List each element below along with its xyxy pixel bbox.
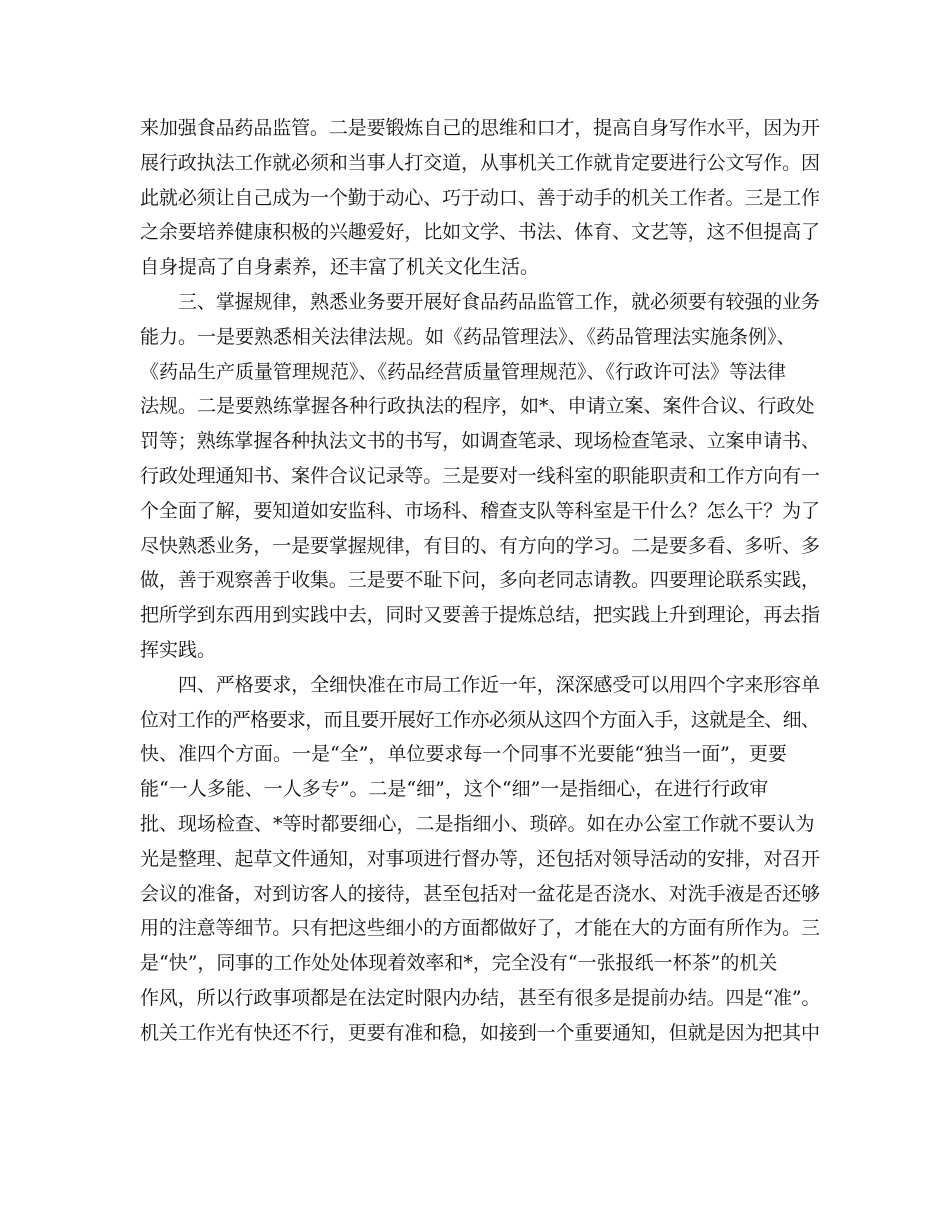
text-line: 用的注意等细节。只有把这些细小的方面都做好了，才能在大的方面有所作为。三 [140,917,820,940]
text-line: 做，善于观察善于收集。三是要不耻下问，多向老同志请教。四要理论联系实践， [140,569,820,592]
text-line: 挥实践。 [140,638,217,661]
text-line: 行政处理通知书、案件合议记录等。三是要对一线科室的职能职责和工作方向有一 [140,464,820,487]
text-line: 来加强食品药品监管。二是要锻炼自己的思维和口才，提高自身写作水平，因为开 [140,117,820,139]
text-line: 快、准四个方面。一是“全”，单位要求每一个同事不光要能“独当一面”，更要 [140,743,787,766]
text-line: 尽快熟悉业务，一是要掌握规律，有目的、有方向的学习。二是要多看、多听、多 [140,534,820,557]
text-line: 之余要培养健康积极的兴趣爱好，比如文学、书法、体育、文艺等，这不但提高了 [140,221,820,244]
text-line: 能力。一是要熟悉相关法律法规。如《药品管理法》、《药品管理法实施条例》、 [140,325,796,348]
text-line: 此就必须让自己成为一个勤于动心、巧于动口、善于动手的机关工作者。三是工作 [140,186,820,209]
text-line: 机关工作光有快还不行，更要有准和稳，如接到一个重要通知，但就是因为把其中 [140,1021,820,1044]
text-line: 能“一人多能、一人多专”。二是“细”，这个“细”一是指细心，在进行行政审 [140,778,769,801]
text-line: 位对工作的严格要求，而且要开展好工作亦必须从这四个方面入手，这就是全、细、 [140,708,820,731]
text-line: 批、现场检查、*等时都要细心，二是指细小、琐碎。如在办公室工作就不要认为 [140,812,815,835]
text-line: 会议的准备，对到访客人的接待，甚至包括对一盆花是否浇水、对洗手液是否还够 [140,882,820,905]
text-line: 是“快”，同事的工作处处体现着效率和*，完全没有“一张报纸一杯茶”的机关 [140,952,778,975]
text-line: 光是整理、起草文件通知，对事项进行督办等，还包括对领导活动的安排，对召开 [140,847,820,870]
text-line: 作风，所以行政事项都是在法定时限内办结，甚至有很多是提前办结。四是“准”。 [140,986,821,1009]
text-line: 展行政执法工作就必须和当事人打交道，从事机关工作就肯定要进行公文写作。因 [140,151,820,174]
text-line: 自身提高了自身素养，还丰富了机关文化生活。 [140,256,540,279]
text-line: 把所学到东西用到实践中去，同时又要善于提炼总结，把实践上升到理论，再去指 [140,604,820,627]
text-line: 《药品生产质量管理规范》、《药品经营质量管理规范》、《行政许可法》等法律 [140,360,787,383]
paragraph-first-line: 四、严格要求，全细快准在市局工作近一年，深深感受可以用四个字来形容单 [178,673,820,696]
text-line: 罚等；熟练掌握各种执法文书的书写，如调查笔录、现场检查笔录、立案申请书、 [140,430,820,453]
body-text [140,111,820,1051]
paragraph-first-line: 三、掌握规律，熟悉业务要开展好食品药品监管工作，就必须要有较强的业务 [178,290,820,313]
text-line: 个全面了解，要知道如安监科、市场科、稽查支队等科室是干什么？怎么干？为了 [140,499,820,522]
text-line: 法规。二是要熟练掌握各种行政执法的程序，如*、申请立案、案件合议、行政处 [140,395,815,418]
